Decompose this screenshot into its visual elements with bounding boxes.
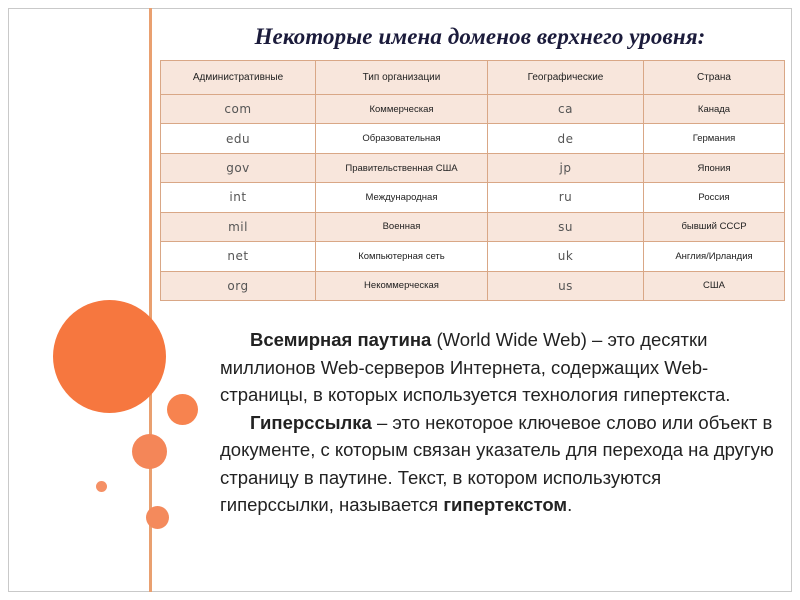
decorative-circle-tiny xyxy=(96,481,107,492)
geo-code: su xyxy=(488,212,644,241)
country-name: Канада xyxy=(644,95,785,124)
decorative-vertical-line xyxy=(149,8,152,592)
domain-code: com xyxy=(161,95,316,124)
header-country: Страна xyxy=(644,61,785,95)
table-row xyxy=(161,212,785,241)
term-hyperlink: Гиперссылка xyxy=(250,411,372,433)
paragraph-www-text: (World Wide Web) – это десятки миллионов Web-серверов Интернета, содержащих Web-страницы, в которых используется технология гипертекста. xyxy=(220,329,731,405)
organization-type: Международная xyxy=(316,183,488,212)
header-organization-type: Тип организации xyxy=(316,61,488,95)
term-hypertext: гипертекстом xyxy=(443,494,568,515)
decorative-circle-small xyxy=(167,394,198,425)
geo-code: ru xyxy=(488,183,644,212)
paragraph-hyperlink-text: – это некоторое ключевое слово или объект в документе, с которым связан указатель для перехода на другую страницу в паутине. Текст, в котором используются гиперссылки, называется xyxy=(220,411,774,515)
country-name: Япония xyxy=(644,153,785,182)
paragraph-end-period: . xyxy=(567,494,573,515)
domain-code: gov xyxy=(161,153,316,182)
country-name: Россия xyxy=(644,183,785,212)
domains-table-container xyxy=(160,60,784,301)
country-name: США xyxy=(644,271,785,300)
table-row xyxy=(161,183,785,212)
domain-code: mil xyxy=(161,212,316,241)
organization-type: Образовательная xyxy=(316,124,488,153)
table-row xyxy=(161,153,785,182)
domains-table xyxy=(160,60,785,301)
organization-type: Компьютерная сеть xyxy=(316,242,488,271)
geo-code: us xyxy=(488,271,644,300)
slide-title: Некоторые имена доменов верхнего уровня: xyxy=(254,24,706,49)
domain-code: org xyxy=(161,271,316,300)
header-geographic: Географические xyxy=(488,61,644,95)
organization-type: Правительственная США xyxy=(316,153,488,182)
domain-code: edu xyxy=(161,124,316,153)
geo-code: ca xyxy=(488,95,644,124)
organization-type: Военная xyxy=(316,212,488,241)
body-text xyxy=(220,326,780,519)
geo-code: jp xyxy=(488,153,644,182)
header-administrative: Административные xyxy=(161,61,316,95)
country-name: Германия xyxy=(644,124,785,153)
table-row xyxy=(161,124,785,153)
table-row xyxy=(161,95,785,124)
geo-code: uk xyxy=(488,242,644,271)
decorative-circle-small xyxy=(146,506,169,529)
table-row xyxy=(161,242,785,271)
paragraph-www xyxy=(220,326,780,409)
organization-type: Некоммерческая xyxy=(316,271,488,300)
domain-code: int xyxy=(161,183,316,212)
country-name: Англия/Ирландия xyxy=(644,242,785,271)
table-row xyxy=(161,271,785,300)
organization-type: Коммерческая xyxy=(316,95,488,124)
country-name: бывший СССР xyxy=(644,212,785,241)
domain-code: net xyxy=(161,242,316,271)
table-header-row xyxy=(161,61,785,95)
geo-code: de xyxy=(488,124,644,153)
decorative-circle-medium xyxy=(132,434,167,469)
paragraph-hyperlink xyxy=(220,409,780,519)
term-www: Всемирная паутина xyxy=(250,329,432,350)
decorative-circle-large xyxy=(53,300,166,413)
